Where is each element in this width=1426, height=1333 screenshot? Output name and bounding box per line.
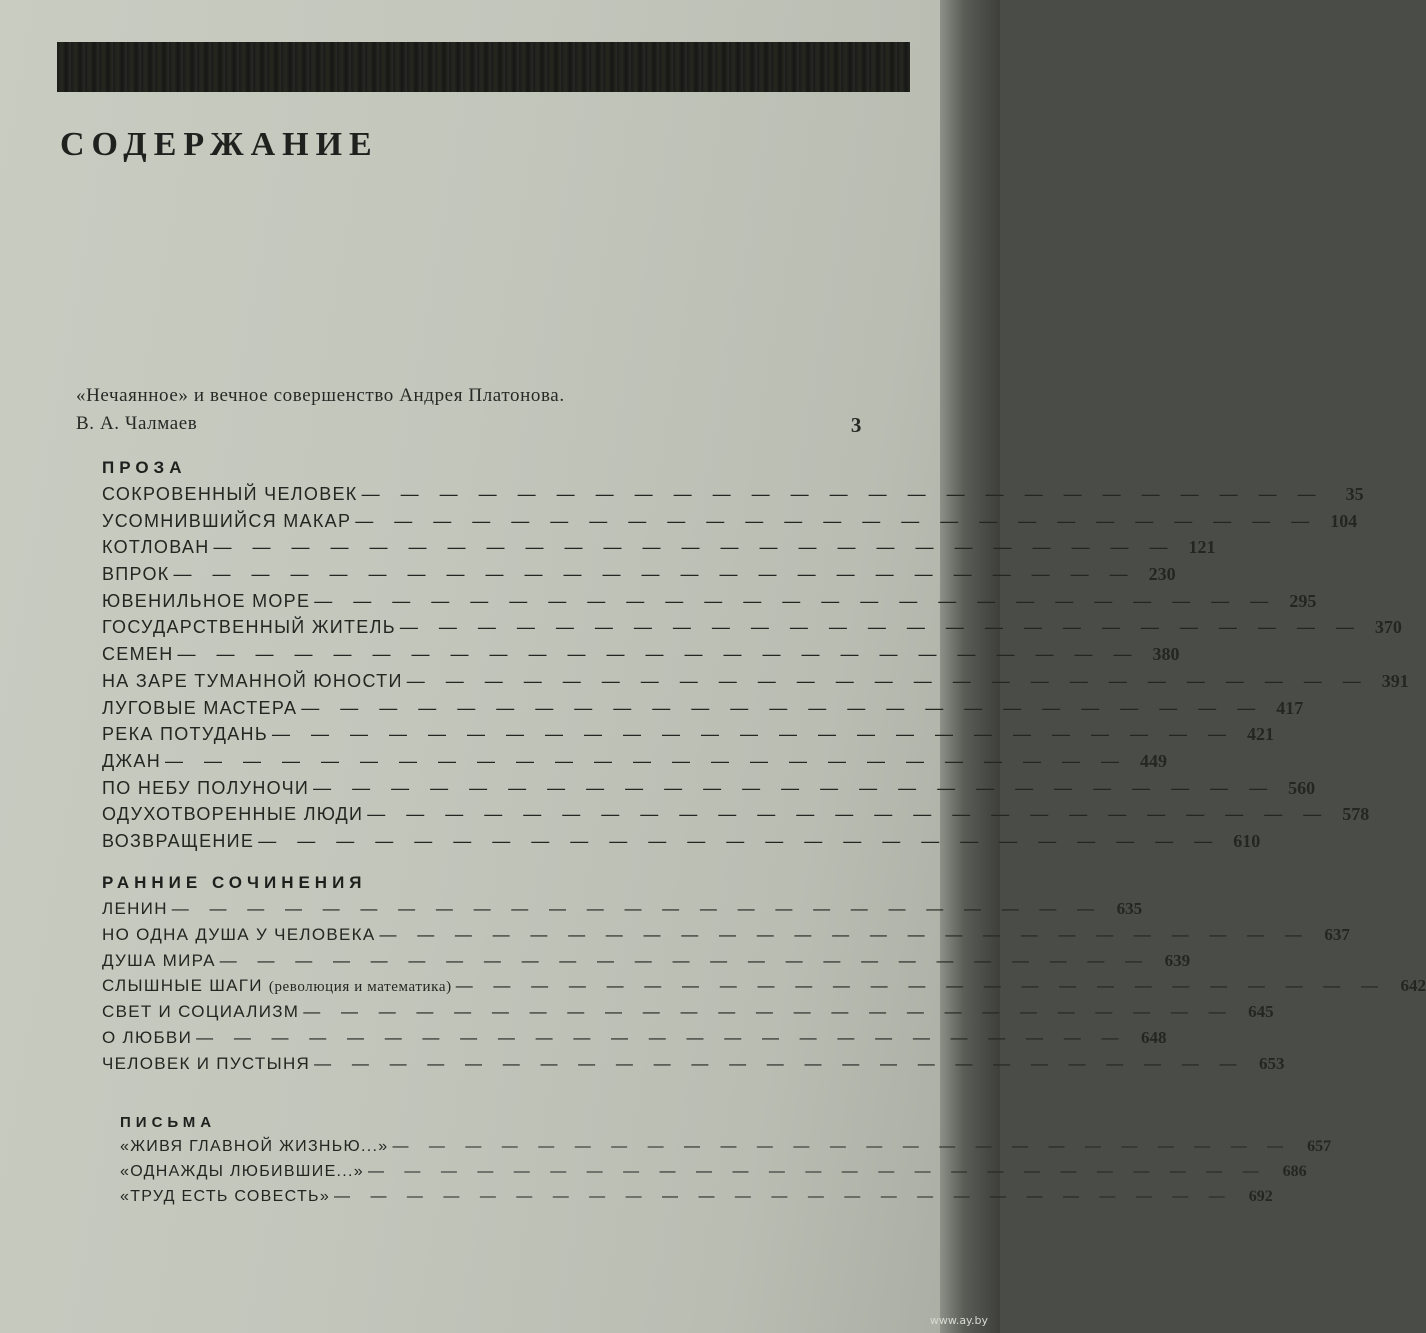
- dash-leader: — — — — — — — — — — — — — — — — — — — — — — — — —: [399, 617, 1362, 638]
- section-early-works: [102, 870, 1426, 1077]
- toc-entry-page-number: 35: [1345, 484, 1364, 504]
- toc-list-prose: [102, 481, 1409, 855]
- toc-entry-subtitle: (революция и математика): [268, 979, 452, 996]
- intro-article-author-row: [76, 413, 868, 435]
- toc-entry: [120, 1184, 1273, 1209]
- toc-entry-title: «ОДНАЖДЫ ЛЮБИВШИЕ...»: [120, 1163, 364, 1180]
- dash-leader: — — — — — — — — — — — — — — — — — — — — — — — — —: [314, 1053, 1245, 1073]
- toc-entry: [102, 775, 1316, 802]
- toc-entry: [102, 695, 1304, 722]
- toc-entry: [102, 1051, 1285, 1077]
- toc-entry-title: ВОЗВРАЩЕНИЕ: [102, 830, 255, 851]
- dash-leader: — — — — — — — — — — — — — — — — — — — — — — — — —: [379, 924, 1310, 944]
- toc-entry-page-number: 121: [1188, 537, 1216, 558]
- toc-entry-title: ОДУХОТВОРЕННЫЕ ЛЮДИ: [102, 804, 364, 825]
- dash-leader: — — — — — — — — — — — — — — — — — — — — — — — — —: [406, 670, 1369, 691]
- toc-entry-page-number: 637: [1324, 924, 1350, 944]
- toc-entry: [102, 481, 1364, 508]
- toc-entry: [102, 801, 1370, 828]
- dash-leader: — — — — — — — — — — — — — — — — — — — — — — — — —: [314, 590, 1277, 611]
- toc-entry-page-number: 578: [1342, 804, 1370, 825]
- toc-entry-title: «ТРУД ЕСТЬ СОВЕСТЬ»: [120, 1188, 331, 1205]
- dash-leader: — — — — — — — — — — — — — — — — — — — — — — — — —: [367, 804, 1330, 825]
- toc-entry: [102, 508, 1358, 535]
- toc-entry: [102, 1025, 1167, 1051]
- toc-entry-title: НО ОДНА ДУША У ЧЕЛОВЕКА: [102, 924, 376, 944]
- toc-entry-page-number: 295: [1289, 590, 1317, 611]
- toc-entry-page-number: 449: [1140, 750, 1168, 771]
- toc-entry-page-number: 635: [1116, 899, 1143, 918]
- toc-entry-page-number: 692: [1248, 1188, 1273, 1205]
- toc-entry-page-number: 104: [1330, 510, 1358, 531]
- toc-entry-title: КОТЛОВАН: [102, 537, 210, 558]
- intro-article-title: [76, 385, 868, 407]
- toc-entry-page-number: 686: [1282, 1163, 1307, 1180]
- toc-entry-page-number: 610: [1233, 830, 1261, 851]
- page-title: СОДЕРЖАНИЕ: [60, 126, 379, 163]
- toc-entry: [102, 948, 1191, 974]
- toc-entry-title: СЕМЕН: [102, 644, 174, 665]
- toc-entry-title: ЧЕЛОВЕК И ПУСТЫНЯ: [102, 1053, 311, 1073]
- dash-leader: — — — — — — — — — — — — — — — — — — — — — — — — —: [219, 950, 1151, 970]
- toc-entry-page-number: 560: [1288, 777, 1316, 798]
- dash-leader: — — — — — — — — — — — — — — — — — — — — — — — — —: [334, 1188, 1233, 1205]
- section-letters: [120, 1112, 1332, 1209]
- section-prose: [102, 455, 1409, 855]
- toc-entry-page-number: 657: [1307, 1138, 1332, 1155]
- toc-entry-page-number: 421: [1247, 724, 1275, 745]
- toc-entry-page-number: 391: [1381, 670, 1409, 691]
- toc-list-early-works: [102, 896, 1426, 1077]
- toc-entry-page-number: 230: [1148, 564, 1176, 585]
- section-heading-letters: ПИСЬМА: [120, 1114, 217, 1131]
- watermark: www.ay.by: [929, 1314, 988, 1327]
- dash-leader: — — — — — — — — — — — — — — — — — — — — — — — — —: [455, 976, 1387, 996]
- dash-leader: — — — — — — — — — — — — — — — — — — — — — — — — —: [213, 537, 1176, 558]
- toc-entry-title: ДЖАН: [102, 750, 162, 771]
- dash-leader: — — — — — — — — — — — — — — — — — — — — — — — — —: [258, 830, 1221, 851]
- dash-leader: — — — — — — — — — — — — — — — — — — — — — — — — —: [301, 697, 1264, 718]
- dash-leader: — — — — — — — — — — — — — — — — — — — — — — — — —: [367, 1163, 1267, 1180]
- dash-leader: — — — — — — — — — — — — — — — — — — — — — — — — —: [313, 777, 1276, 798]
- toc-entry-title: СОКРОВЕННЫЙ ЧЕЛОВЕК: [102, 484, 358, 504]
- toc-entry: [120, 1134, 1332, 1159]
- toc-entry-page-number: 653: [1258, 1053, 1285, 1073]
- dash-leader: — — — — — — — — — — — — — — — — — — — — — — — — —: [355, 510, 1318, 531]
- toc-entry: [102, 721, 1275, 748]
- toc-entry-title: ЛЕНИН: [102, 899, 168, 918]
- intro-article-page: 3: [850, 413, 862, 437]
- toc-list-letters: [120, 1134, 1332, 1209]
- toc-entry-title: ГОСУДАРСТВЕННЫЙ ЖИТЕЛЬ: [102, 617, 396, 638]
- decorative-header-bar: [57, 42, 910, 92]
- toc-entry: [102, 614, 1402, 641]
- toc-entry: [102, 896, 1143, 922]
- dash-leader: — — — — — — — — — — — — — — — — — — — — — — — — —: [271, 724, 1235, 745]
- toc-entry-title: НА ЗАРЕ ТУМАННОЙ ЮНОСТИ: [102, 670, 403, 691]
- toc-entry-title: ДУША МИРА: [102, 950, 216, 970]
- toc-entry-title: СВЕТ И СОЦИАЛИЗМ: [102, 1002, 300, 1022]
- toc-entry-page-number: 380: [1152, 644, 1180, 665]
- toc-entry: [102, 973, 1426, 999]
- dash-leader: — — — — — — — — — — — — — — — — — — — — — — — — —: [196, 1027, 1127, 1047]
- toc-entry-title: ЮВЕНИЛЬНОЕ МОРЕ: [102, 590, 311, 611]
- section-heading-prose: ПРОЗА: [102, 458, 187, 477]
- toc-entry: [102, 641, 1180, 668]
- toc-entry: [102, 588, 1317, 615]
- toc-entry-title: «ЖИВЯ ГЛАВНОЙ ЖИЗНЬЮ...»: [120, 1138, 389, 1155]
- dash-leader: — — — — — — — — — — — — — — — — — — — — — — — — —: [171, 899, 1103, 918]
- dash-leader: — — — — — — — — — — — — — — — — — — — — — — — — —: [165, 750, 1128, 771]
- dash-leader: — — — — — — — — — — — — — — — — — — — — — — — — —: [392, 1138, 1292, 1155]
- toc-entry-title: УСОМНИВШИЙСЯ МАКАР: [102, 510, 352, 531]
- toc-entry: [102, 561, 1176, 588]
- toc-entry-page-number: 648: [1140, 1027, 1167, 1047]
- dash-leader: — — — — — — — — — — — — — — — — — — — — — — — — —: [173, 564, 1136, 585]
- section-heading-early-works: РАННИЕ СОЧИНЕНИЯ: [102, 873, 367, 892]
- toc-entry: [102, 999, 1274, 1025]
- toc-entry: [102, 668, 1409, 695]
- toc-entry: [102, 534, 1216, 561]
- toc-entry-title: ВПРОК: [102, 564, 170, 585]
- dash-leader: — — — — — — — — — — — — — — — — — — — — — — — — —: [361, 484, 1324, 504]
- toc-entry-title: ЛУГОВЫЕ МАСТЕРА: [102, 697, 298, 718]
- intro-article-title-text: «Нечаянное» и вечное совершенство Андрея Платонова.: [76, 385, 565, 406]
- dash-leader: — — — — — — — — — — — — — — — — — — — — — — — — —: [177, 644, 1140, 665]
- dash-leader: — — — — — — — — — — — — — — — — — — — — — — — — —: [303, 1002, 1234, 1022]
- toc-entry: [102, 922, 1350, 948]
- toc-entry-title: ПО НЕБУ ПОЛУНОЧИ: [102, 777, 310, 798]
- toc-entry-page-number: 370: [1374, 617, 1402, 638]
- toc-entry: [102, 748, 1168, 775]
- toc-entry-page-number: 639: [1164, 950, 1191, 970]
- toc-entry-title: О ЛЮБВИ: [102, 1027, 193, 1047]
- toc-entry-page-number: 417: [1276, 697, 1304, 718]
- toc-entry-page-number: 645: [1248, 1002, 1274, 1022]
- toc-entry: [102, 828, 1261, 855]
- intro-article-author: В. А. Чалмаев: [76, 413, 198, 434]
- toc-entry: [120, 1159, 1307, 1184]
- toc-entry-title: СЛЫШНЫЕ ШАГИ: [102, 976, 263, 996]
- toc-entry-title: РЕКА ПОТУДАНЬ: [102, 724, 268, 745]
- toc-entry-page-number: 642: [1400, 976, 1426, 996]
